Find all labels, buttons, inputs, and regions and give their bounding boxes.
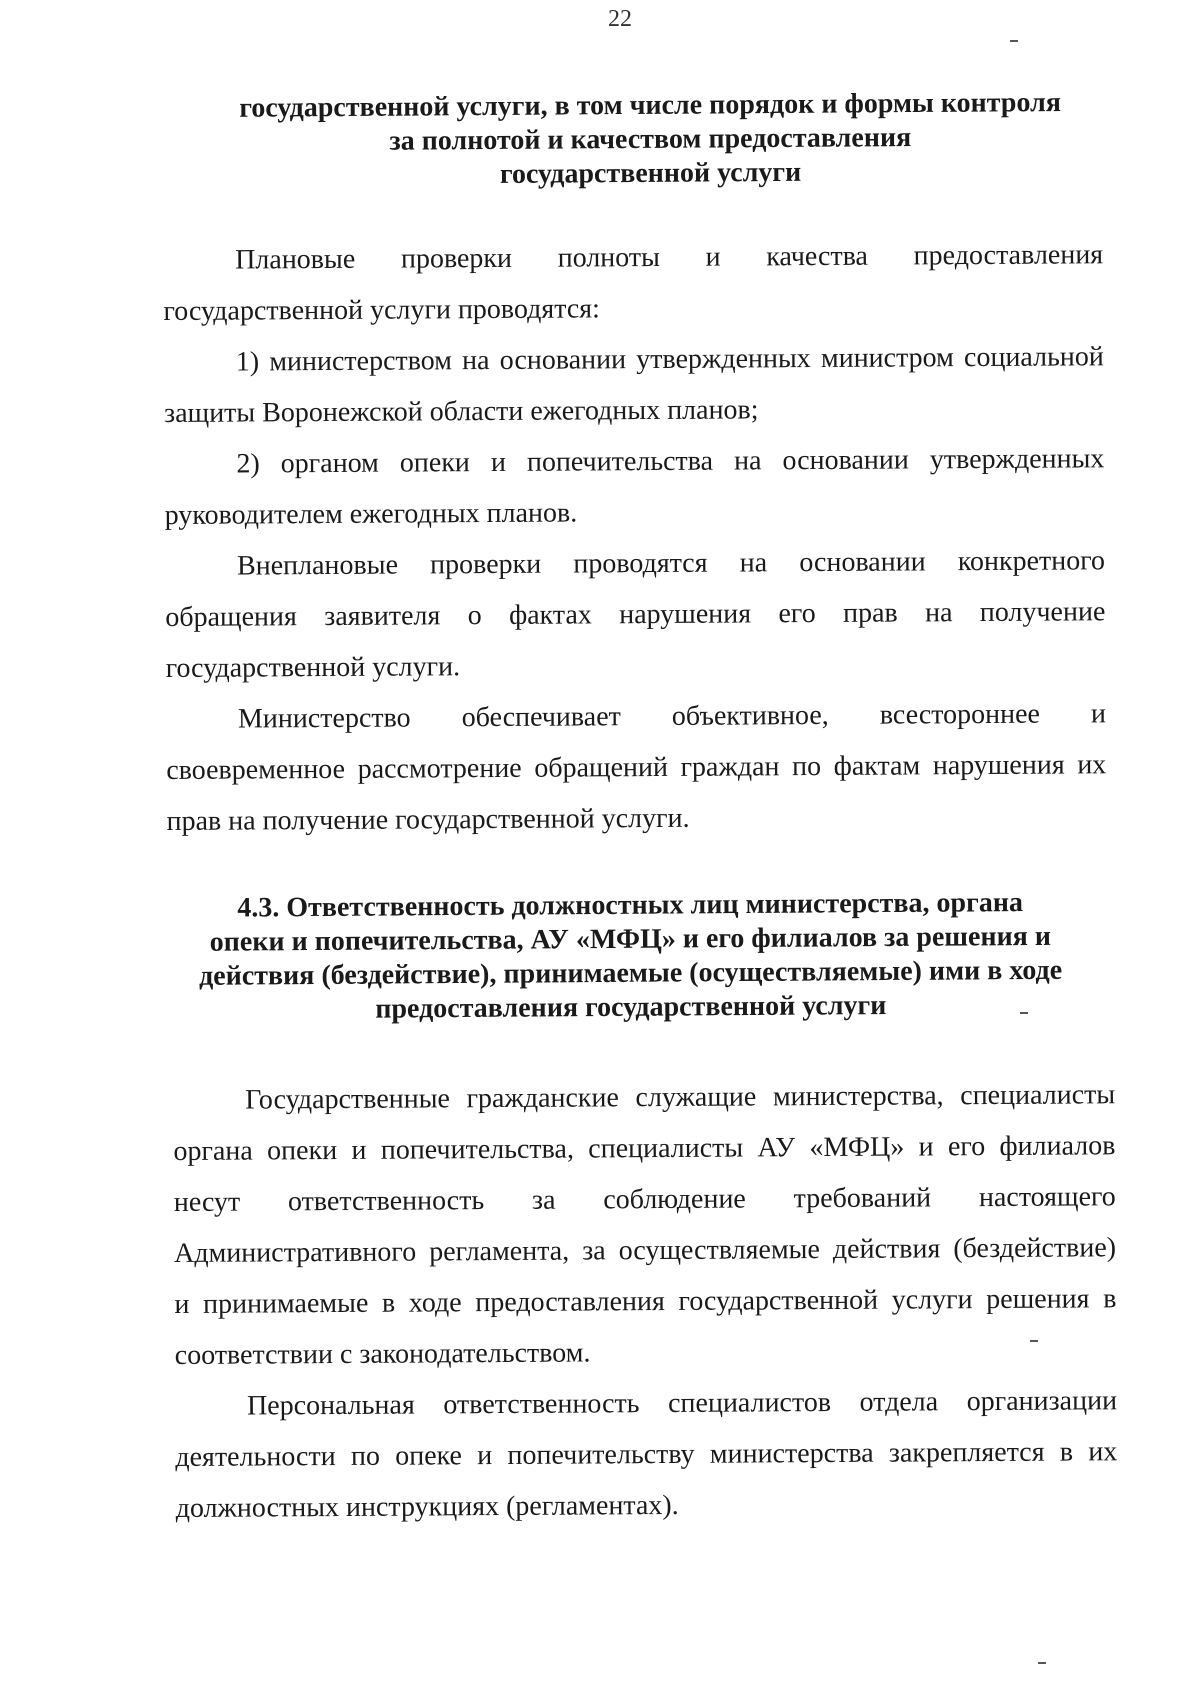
paragraph-line: прав на получение государственной услуги. [166, 802, 690, 837]
section-heading-4-3 [170, 886, 1091, 1028]
body-text-responsibility [173, 1069, 1118, 1534]
heading-line: государственной услуги [499, 156, 802, 190]
paragraph-line: защиты Воронежской области ежегодных планов; [163, 394, 759, 429]
paragraph-line: Плановые проверки полноты и качества предоставления [235, 239, 1104, 276]
paragraph-line: государственной услуги проводятся: [163, 293, 600, 327]
heading-line: действия (бездействие), принимаемые (осуществляемые) ими в ходе [198, 954, 1063, 992]
body-text-control [163, 229, 1107, 847]
paragraph-line: соответствии с законодательством. [174, 1337, 591, 1371]
paragraph-line: и принимаемые в ходе предоставления государственной услуги решения в [174, 1283, 1117, 1320]
paragraph-line: Государственные гражданские служащие министерства, специалисты [245, 1079, 1116, 1116]
heading-line: опеки и попечительства, АУ «МФЦ» и его филиалов за решения и [209, 920, 1052, 958]
paragraph-line: Административного регламента, за осуществляемые действия (бездействие) [173, 1232, 1117, 1269]
heading-line: за полнотой и качеством предоставления [389, 122, 912, 157]
paragraph-line: своевременное рассмотрение обращений граждан по фактам нарушения их [166, 749, 1107, 786]
scan-speck [1038, 1662, 1046, 1664]
scan-speck [1030, 1340, 1038, 1342]
paragraph-line: обращения заявителя о фактах нарушения его прав на получение [165, 596, 1106, 633]
paragraph-line: деятельности по опеке и попечительству министерства закрепляется в их [175, 1436, 1118, 1473]
page-number: 22 [608, 6, 632, 32]
paragraph-line: органа опеки и попечительства, специалисты АУ «МФЦ» и его филиалов [173, 1130, 1116, 1167]
heading-line: предоставления государственной услуги [375, 990, 887, 1025]
paragraph-line: 2) органом опеки и попечительства на основании утвержденных [236, 443, 1105, 480]
paragraph-line: должностных инструкциях (регламентах). [175, 1489, 679, 1524]
heading-line: 4.3. Ответственность должностных лиц министерства, органа [237, 887, 1024, 924]
paragraph-line: Министерство обеспечивает объективное, всестороннее и [237, 698, 1107, 735]
paragraph-line: Персональная ответственность специалистов отдела организации [246, 1385, 1118, 1422]
paragraph-line: несут ответственность за соблюдение требований настоящего [173, 1181, 1116, 1218]
heading-line: государственной услуги, в том числе порядок и формы контроля [239, 86, 1062, 124]
paragraph-line: Внеплановые проверки проводятся на основании конкретного [236, 545, 1106, 582]
scan-speck [1010, 40, 1018, 42]
section-heading-control [200, 86, 1101, 194]
paragraph-line: государственной услуги. [165, 651, 461, 684]
paragraph-line: руководителем ежегодных планов. [164, 497, 578, 531]
paragraph-line: 1) министерством на основании утвержденных министром социальной [235, 341, 1104, 378]
scan-speck [1020, 1012, 1028, 1014]
